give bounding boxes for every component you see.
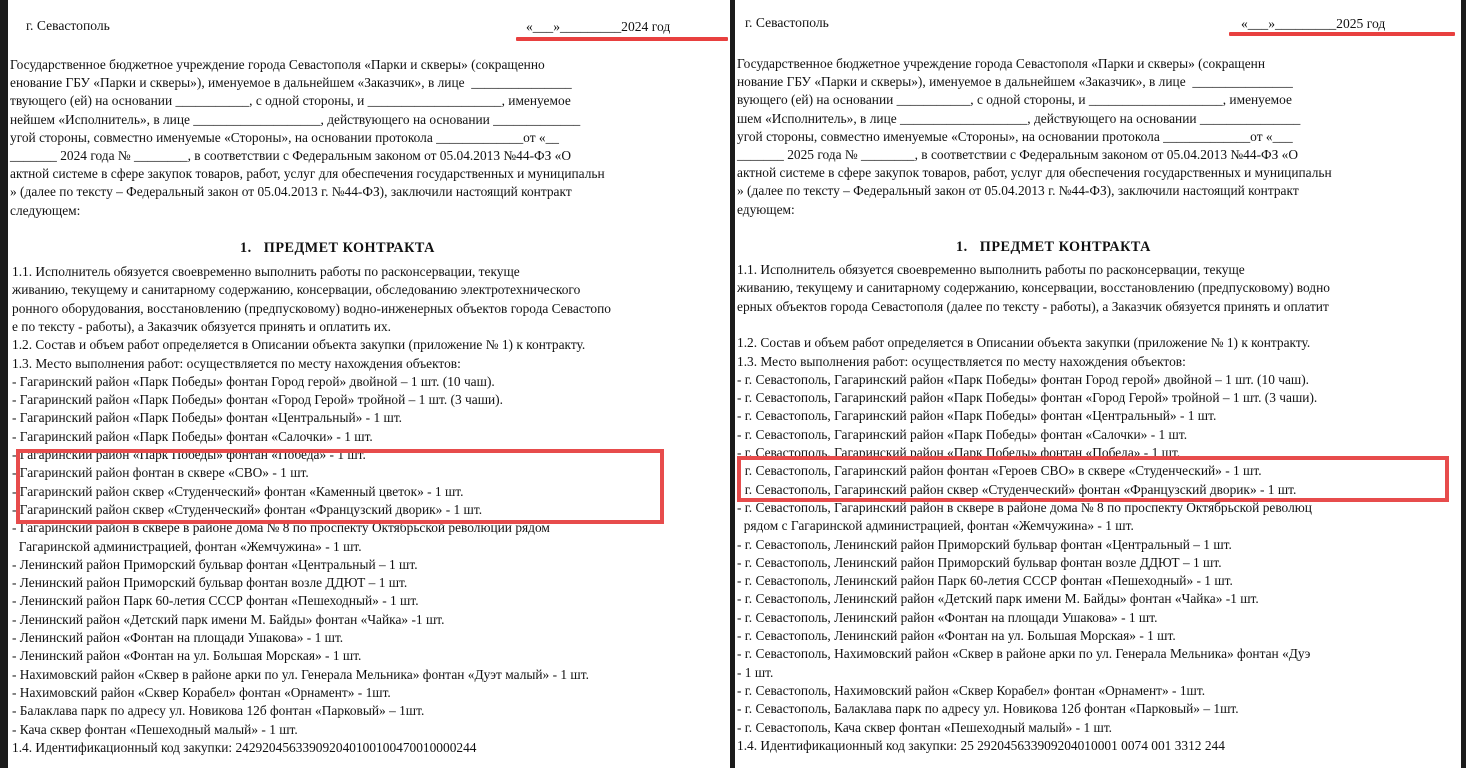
contract-item-line: - г. Севастополь, Гагаринский район фонтан «Героев СВО» в сквере «Студенческий» - 1 шт. <box>737 463 1262 479</box>
preamble-line: актной системе в сфере закупок товаров, работ, услуг для обеспечения государственных и муниципальн <box>737 165 1332 181</box>
contract-date: «___»_________2024 год <box>526 19 671 34</box>
contract-item-line: - г. Севастополь, Гагаринский район сквер «Студенческий» фонтан «Французский дворик» - 1 шт. <box>737 481 1297 497</box>
contract-item-line: - Нахимовский район «Сквер в районе арки по ул. Генерала Мельника» фонтан «Дуэт малый» - 1 шт. <box>12 666 589 682</box>
contract-item-line: - г. Севастополь, Гагаринский район в сквере в районе дома № 8 по проспекту Октябрьской революц <box>737 499 1312 515</box>
preamble-line: » (далее по тексту – Федеральный закон от 05.04.2013 г. №44-ФЗ), заключили настоящий контракт <box>10 184 572 200</box>
contract-item-line: 1.4. Идентификационный код закупки: 25 292045633909204010001 0074 001 3312 244 <box>737 737 1225 753</box>
section-title: 1. ПРЕДМЕТ КОНТРАКТА <box>240 240 435 256</box>
contract-item-line: - Ленинский район Парк 60-летия СССР фонтан «Пешеходный» - 1 шт. <box>12 593 419 609</box>
preamble-line: актной системе в сфере закупок товаров, работ, услуг для обеспечения государственных и муниципальн <box>10 166 605 182</box>
contract-item-line: - г. Севастополь, Нахимовский район «Сквер Корабел» фонтан «Орнамент» - 1шт. <box>737 682 1206 698</box>
contract-item-line: - г. Севастополь, Гагаринский район «Парк Победы» фонтан «Город Герой» тройной – 1 шт. (3 чаши). <box>737 390 1318 406</box>
contract-item-line: 1.2. Состав и объем работ определяется в Описании объекта закупки (приложение № 1) к контракту. <box>12 337 586 353</box>
contract-item-line: - Ленинский район «Фонтан на площади Ушакова» - 1 шт. <box>12 630 344 645</box>
contract-item-line: - г. Севастополь, Балаклава парк по адресу ул. Новикова 12б фонтан «Парковый» – 1шт. <box>737 701 1239 717</box>
contract-item-line: 1.3. Место выполнения работ: осуществляется по месту нахождения объектов: <box>737 353 1186 369</box>
contract-item-line: - г. Севастополь, Ленинский район Приморский бульвар фонтан «Центральный – 1 шт. <box>737 536 1232 552</box>
preamble-line: _______ 2024 года № ________, в соответствии с Федеральным законом от 05.04.2013 №44-ФЗ «О <box>10 148 572 163</box>
contract-item-line: - Гагаринский район «Парк Победы» фонтан «Салочки» - 1 шт. <box>12 428 373 444</box>
document-page-2025 <box>735 0 1461 768</box>
change-highlight-box <box>16 449 664 524</box>
contract-item-line: - г. Севастополь, Гагаринский район «Парк Победы» фонтан «Победа» - 1 шт. <box>737 445 1181 460</box>
preamble-line: угой стороны, совместно именуемые «Стороны», на основании протокола _____________от «___ <box>737 128 1293 144</box>
contract-item-line: - Ленинский район «Детский парк имени М. Байды» фонтан «Чайка» -1 шт. <box>12 611 445 627</box>
preamble-line: твующего (ей) на основании ___________, с одной стороны, и ____________________, именуемое <box>10 93 571 109</box>
preamble-line: Государственное бюджетное учреждение города Севастополя «Парки и скверы» (сокращенно <box>10 57 545 72</box>
date-underline-mark <box>516 37 728 41</box>
contract-item-line: рядом с Гагаринской администрацией, фонтан «Жемчужина» - 1 шт. <box>737 518 1134 534</box>
preamble-line: шем «Исполнитель», в лице ___________________, действующего на основании _______________ <box>737 110 1301 126</box>
contract-item-line: Гагаринской администрацией, фонтан «Жемчужина» - 1 шт. <box>12 538 362 554</box>
preamble-line: енование ГБУ «Парки и скверы»), именуемое в дальнейшем «Заказчик», в лице _______________ <box>10 75 572 91</box>
contract-item-line: - г. Севастополь, Ленинский район «Фонтан на площади Ушакова» - 1 шт. <box>737 609 1158 625</box>
contract-item-line: 1.4. Идентификационный код закупки: 242920456339092040100100470010000244 <box>12 739 477 755</box>
contract-item-line: - Гагаринский район «Парк Победы» фонтан «Победа» - 1 шт. <box>12 447 366 462</box>
contract-item-line: - г. Севастополь, Гагаринский район «Парк Победы» фонтан «Салочки» - 1 шт. <box>737 426 1188 442</box>
contract-item-line: - г. Севастополь, Нахимовский район «Сквер в районе арки по ул. Генерала Мельника» фонтан «Дуэ <box>737 646 1311 662</box>
contract-item-line: - Гагаринский район «Парк Победы» фонтан «Центральный» - 1 шт. <box>12 410 403 426</box>
contract-item-line: - Гагаринский район сквер «Студенческий» фонтан «Французский дворик» - 1 шт. <box>12 501 483 517</box>
change-highlight-box <box>737 456 1449 502</box>
preamble-line: следующем: <box>10 202 81 218</box>
preamble-line: угой стороны, совместно именуемые «Стороны», на основании протокола _____________от «__ <box>10 129 559 145</box>
contract-item-line: - Ленинский район Приморский бульвар фонтан «Центральный – 1 шт. <box>12 556 418 572</box>
contract-item-line: - г. Севастополь, Ленинский район «Детский парк имени М. Байды» фонтан «Чайка» -1 шт. <box>737 591 1259 607</box>
contract-item-line: - г. Севастополь, Кача сквер фонтан «Пешеходный малый» - 1 шт. <box>737 719 1113 735</box>
contract-item-line: е по тексту - работы), а Заказчик обязуется принять и оплатить их. <box>12 318 391 334</box>
contract-item-line: 1.2. Состав и объем работ определяется в Описании объекта закупки (приложение № 1) к контракту. <box>737 335 1311 351</box>
section-title: 1. ПРЕДМЕТ КОНТРАКТА <box>956 239 1151 255</box>
preamble-line: вующего (ей) на основании ___________, с одной стороны, и ____________________, именуемое <box>737 92 1292 108</box>
date-underline-mark <box>1229 32 1455 36</box>
contract-item-line: - Гагаринский район в сквере в районе дома № 8 по проспекту Октябрьской революции рядом <box>12 520 550 536</box>
contract-item-line: - г. Севастополь, Ленинский район Парк 60-летия СССР фонтан «Пешеходный» - 1 шт. <box>737 573 1233 589</box>
document-page-2024 <box>8 0 730 768</box>
contract-item-line: - Гагаринский район «Парк Победы» фонтан Город герой» двойной – 1 шт. (10 чаш). <box>12 373 495 389</box>
contract-item-line: ерных объектов города Севастополя (далее по тексту - работы), а Заказчик обязуется принять и оплатит <box>737 298 1329 314</box>
contract-item-line: - Ленинский район Приморский бульвар фонтан возле ДДЮТ – 1 шт. <box>12 575 408 591</box>
contract-item-line: - Кача сквер фонтан «Пешеходный малый» - 1 шт. <box>12 721 298 737</box>
contract-item-line: - 1 шт. <box>737 664 774 680</box>
contract-item-line: живанию, текущему и санитарному содержанию, консервации, восстановлению (предпусковому) водно <box>737 280 1330 296</box>
preamble-line: Государственное бюджетное учреждение города Севастополя «Парки и скверы» (сокращенн <box>737 56 1265 71</box>
city-label: г. Севастополь <box>26 18 110 33</box>
contract-item-line: ронного оборудования, восстановлению (предпусковому) водно-инженерных объектов города Севастопо <box>12 300 611 316</box>
contract-item-line: - г. Севастополь, Ленинский район Приморский бульвар фонтан возле ДДЮТ – 1 шт. <box>737 554 1222 570</box>
contract-item-line: 1.1. Исполнитель обязуется своевременно выполнить работы по расконсервации, текуще <box>12 264 520 279</box>
contract-item-line: - г. Севастополь, Гагаринский район «Парк Победы» фонтан «Центральный» - 1 шт. <box>737 408 1217 424</box>
contract-item-line: - Гагаринский район сквер «Студенческий» фонтан «Каменный цветок» - 1 шт. <box>12 483 464 499</box>
contract-date: «___»_________2025 год <box>1241 16 1386 31</box>
contract-item-line: - Гагаринский район «Парк Победы» фонтан «Город Герой» тройной – 1 шт. (3 чаши). <box>12 392 503 408</box>
contract-item-line: - Нахимовский район «Сквер Корабел» фонтан «Орнамент» - 1шт. <box>12 684 391 700</box>
contract-item-line: - Гагаринский район фонтан в сквере «СВО» - 1 шт. <box>12 465 309 481</box>
contract-item-line: - Ленинский район «Фонтан на ул. Большая Морская» - 1 шт. <box>12 648 362 664</box>
preamble-line: нейшем «Исполнитель», в лице ___________________, действующего на основании _____________ <box>10 111 581 127</box>
preamble-line: » (далее по тексту – Федеральный закон от 05.04.2013 г. №44-ФЗ), заключили настоящий контракт <box>737 183 1299 199</box>
contract-item-line: - Балаклава парк по адресу ул. Новикова 12б фонтан «Парковый» – 1шт. <box>12 703 425 719</box>
preamble-line: едующем: <box>737 201 795 217</box>
contract-item-line: 1.3. Место выполнения работ: осуществляется по месту нахождения объектов: <box>12 355 461 371</box>
preamble-line: нование ГБУ «Парки и скверы»), именуемое в дальнейшем «Заказчик», в лице _______________ <box>737 74 1293 90</box>
contract-item-line: - г. Севастополь, Гагаринский район «Парк Победы» фонтан Город герой» двойной – 1 шт. (10 чаш). <box>737 371 1310 387</box>
contract-item-line: живанию, текущему и санитарному содержанию, консервации, обследованию электротехнического <box>12 282 581 298</box>
city-label: г. Севастополь <box>745 15 829 30</box>
contract-item-line: - г. Севастополь, Ленинский район «Фонтан на ул. Большая Морская» - 1 шт. <box>737 628 1176 643</box>
contract-item-line: 1.1. Исполнитель обязуется своевременно выполнить работы по расконсервации, текуще <box>737 262 1245 277</box>
preamble-line: _______ 2025 года № ________, в соответствии с Федеральным законом от 05.04.2013 №44-ФЗ «О <box>737 147 1299 162</box>
